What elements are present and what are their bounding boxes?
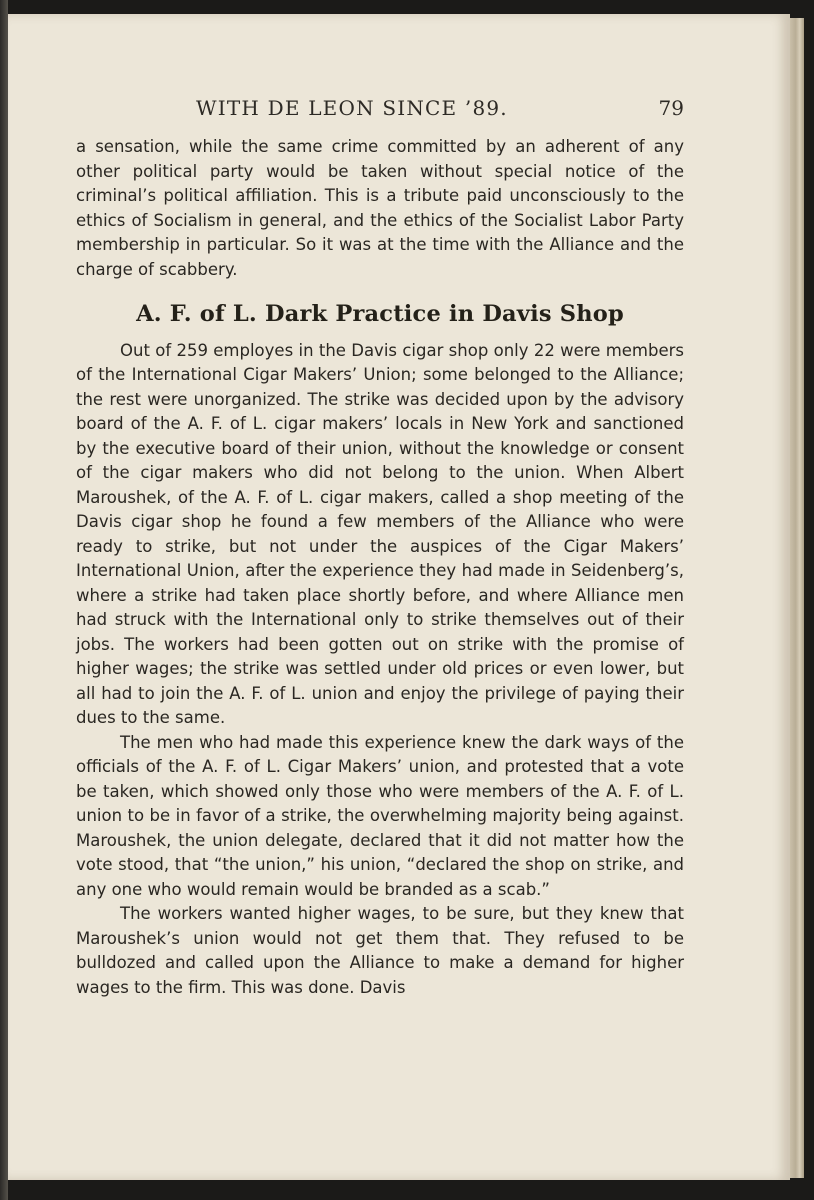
page-body	[76, 135, 684, 1000]
paragraph-continued: a sensation, while the same crime committed by an adherent of any other political party would be taken without special notice of the criminal’s political affiliation. This is a tribute paid unconsciously to the ethics of Socialism in general, and the ethics of the Socialist Labor Party membership in particular. So it was at the time with the Alliance and the charge of scabbery.	[76, 137, 684, 279]
paragraph: The workers wanted higher wages, to be sure, but they knew that Maroushek’s union would not get them that. They refused to be bulldozed and called upon the Alliance to make a demand for higher wages to the firm. This was done. Davis	[76, 904, 684, 997]
page-stack-edge	[790, 18, 804, 1178]
page-header	[196, 96, 684, 126]
paragraph: The men who had made this experience knew the dark ways of the officials of the A. F. of L. Cigar Makers’ union, and protested that a vote be taken, which showed only those who were members of the A. F. of L. union to be in favor of a strike, the overwhelming majority being against. Maroushek, the union delegate, declared that it did not matter how the vote stood, that “the union,” his union, “declared the shop on strike, and any one who would remain would be branded as a scab.”	[76, 732, 684, 899]
book-spine-edge	[0, 0, 8, 1200]
running-title: WITH DE LEON SINCE ’89.	[196, 96, 508, 120]
paragraph: Out of 259 employes in the Davis cigar shop only 22 were members of the International Cigar Makers’ Union; some belonged to the Alliance; the rest were unorganized. The strike was decided upon by the advisory board of the A. F. of L. cigar makers’ locals in New York and sanctioned by the executive board of their union, without the knowledge or consent of the cigar makers who did not belong to the union. When Albert Maroushek, of the A. F. of L. cigar makers, called a shop meeting of the Davis cigar shop he found a few members of the Alliance who were ready to strike, but not under the auspices of the Cigar Makers’ International Union, after the experience they had made in Seidenberg’s, where a strike had taken place shortly before, and where Alliance men had struck with the International only to strike themselves out of their jobs. The workers had been gotten out on strike with the promise of higher wages; the strike was settled under old prices or even lower, but all had to join the A. F. of L. union and enjoy the privilege of paying their dues to the same.	[76, 340, 684, 727]
page-number: 79	[658, 96, 684, 120]
section-heading: A. F. of L. Dark Practice in Davis Shop	[136, 301, 624, 327]
